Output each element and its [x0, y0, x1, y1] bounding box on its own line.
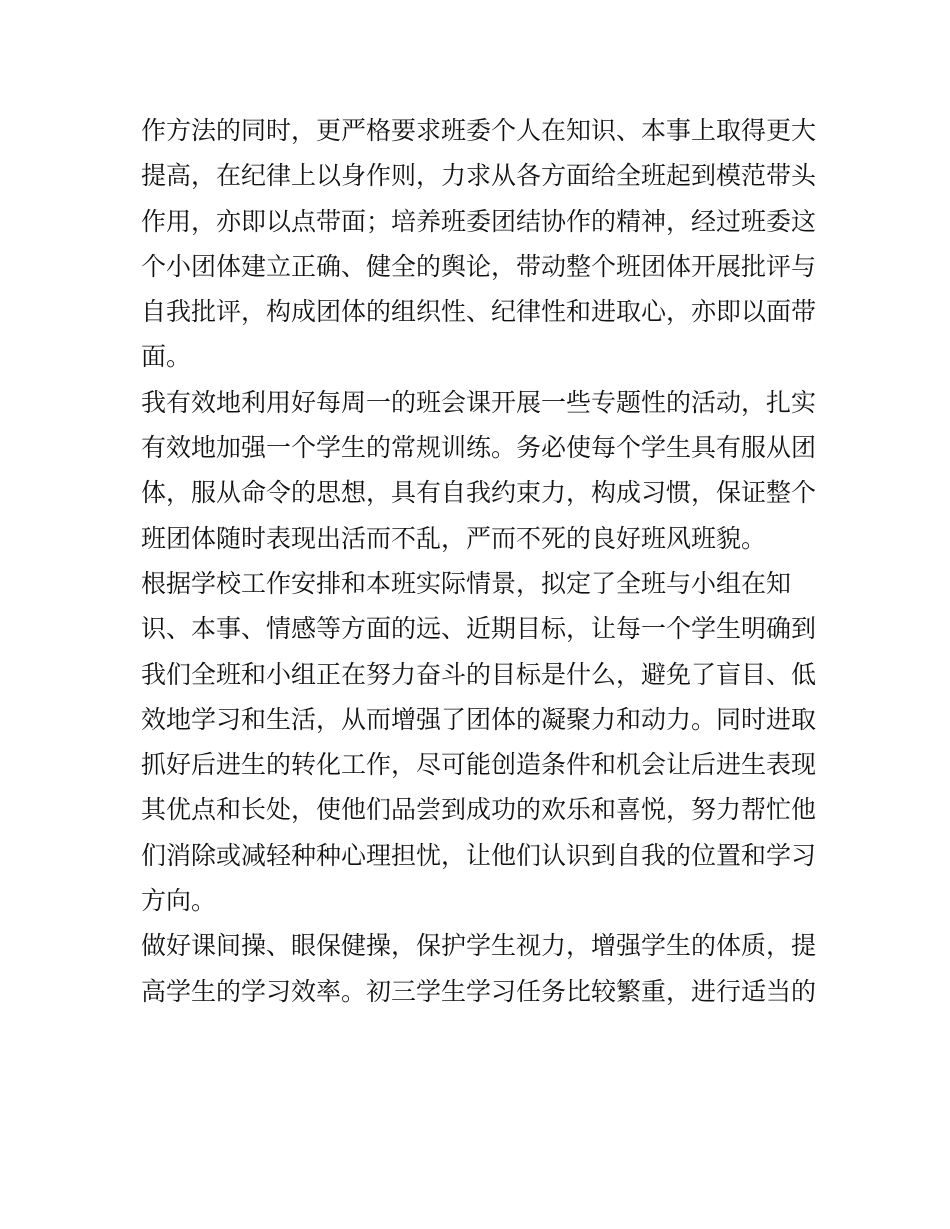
text-line: 体，服从命令的思想，具有自我约束力，构成习惯，保证整个 [141, 478, 817, 508]
text-line: 提高，在纪律上以身作则，力求从各方面给全班起到模范带头 [141, 161, 817, 191]
text-line: 根据学校工作安排和本班实际情景，拟定了全班与小组在知 [141, 568, 792, 598]
text-line: 自我批评，构成团体的组织性、纪律性和进取心，亦即以面带 [141, 297, 817, 327]
text-line: 面。 [141, 342, 192, 372]
text-line: 我有效地利用好每周一的班会课开展一些专题性的活动，扎实 [141, 387, 817, 417]
text-line: 识、本事、情感等方面的远、近期目标，让每一个学生明确到 [141, 614, 817, 644]
text-line: 高学生的学习效率。初三学生学习任务比较繁重，进行适当的 [141, 976, 817, 1006]
text-line: 方向。 [141, 886, 217, 916]
text-line: 班团体随时表现出活而不乱，严而不死的良好班风班貌。 [141, 523, 767, 553]
text-line: 作用，亦即以点带面；培养班委团结协作的精神，经过班委这 [141, 206, 817, 236]
text-line: 个小团体建立正确、健全的舆论，带动整个班团体开展批评与 [141, 251, 817, 281]
document-body [141, 108, 817, 1014]
text-line: 做好课间操、眼保健操，保护学生视力，增强学生的体质，提 [141, 931, 817, 961]
text-line: 其优点和长处，使他们品尝到成功的欢乐和喜悦，努力帮忙他 [141, 795, 817, 825]
text-line: 抓好后进生的转化工作，尽可能创造条件和机会让后进生表现 [141, 750, 817, 780]
text-line: 效地学习和生活，从而增强了团体的凝聚力和动力。同时进取 [141, 704, 817, 734]
text-line: 们消除或减轻种种心理担忧，让他们认识到自我的位置和学习 [141, 840, 817, 870]
text-line: 作方法的同时，更严格要求班委个人在知识、本事上取得更大 [141, 116, 817, 145]
text-line: 我们全班和小组正在努力奋斗的目标是什么，避免了盲目、低 [141, 659, 817, 689]
text-line: 有效地加强一个学生的常规训练。务必使每个学生具有服从团 [141, 433, 817, 463]
